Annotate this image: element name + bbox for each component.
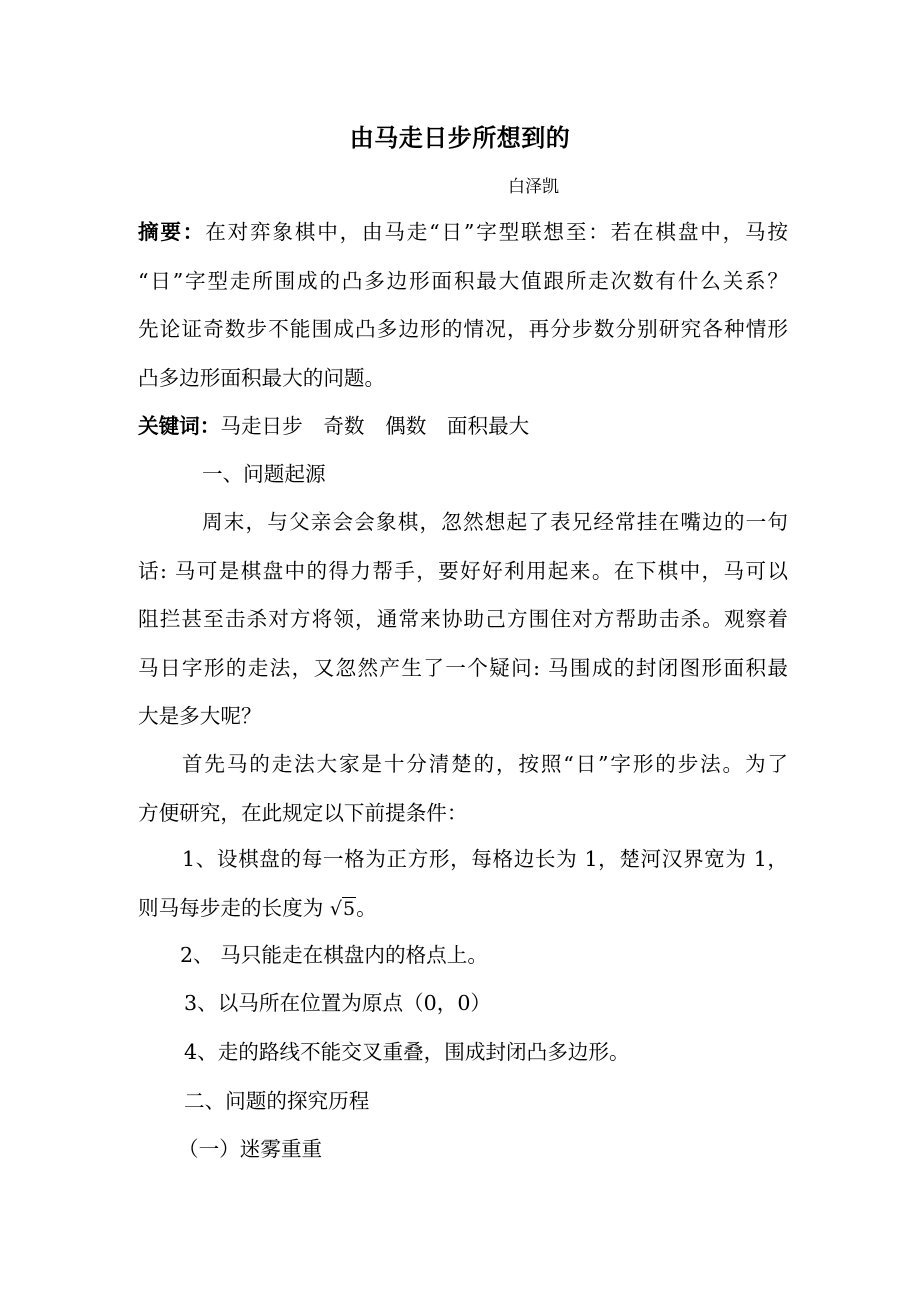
keywords-label: 关键词： — [138, 414, 221, 438]
para1-line-3: 阻拦甚至击杀对方将领，通常来协助己方围住对方帮助击杀。观察着 — [138, 607, 788, 632]
abstract-block — [138, 208, 788, 402]
keywords-text: 马走日步 奇数 偶数 面积最大 — [220, 414, 530, 438]
section2-heading: 二、问题的探究历程 — [184, 1089, 370, 1113]
sqrt-five: √5 — [329, 897, 356, 920]
section1-heading: 一、问题起源 — [202, 462, 326, 486]
paragraph-1 — [138, 498, 788, 741]
condition-4: 4、走的路线不能交叉重叠，围成封闭凸多边形。 — [184, 1040, 630, 1064]
condition-2: 2、 马只能走在棋盘内的格点上。 — [180, 943, 488, 967]
condition-3: 3、以马所在位置为原点（0，0） — [184, 991, 492, 1015]
cond1-line-2: 则马每步走的长度为 √5。 — [138, 884, 788, 933]
cond1-line-1: 1、设棋盘的每一格为正方形，每格边长为 1，楚河汉界宽为 1， — [182, 847, 788, 871]
keywords-line — [138, 413, 529, 439]
para1-line-2: 话: 马可是棋盘中的得力帮手，要好好利用起来。在下棋中，马可以 — [138, 558, 788, 583]
para1-line-1: 周末，与父亲会会象棋，忽然想起了表兄经常挂在嘴边的一句 — [202, 510, 788, 534]
document-title: 由马走日步所想到的 — [349, 123, 571, 152]
abstract-label: 摘要： — [138, 220, 206, 244]
abstract-line-4: 凸多边形面积最大的问题。 — [138, 365, 386, 390]
para1-line-4: 马日字形的走法，又忽然产生了一个疑问: 马围成的封闭图形面积最 — [138, 655, 788, 680]
author-name: 白泽凯 — [508, 177, 559, 197]
condition-1 — [138, 835, 788, 932]
para1-line-5: 大是多大呢？ — [138, 704, 262, 729]
para2-line-1: 首先马的走法大家是十分清楚的，按照“日”字形的步法。为了 — [182, 752, 788, 776]
abstract-line-3: 先论证奇数步不能围成凸多边形的情况，再分步数分别研究各种情形 — [138, 317, 788, 342]
abstract-line-1: 摘要：在对弈象棋中，由马走“日”字型联想至：若在棋盘中，马按 — [138, 220, 789, 244]
abstract-line-2: “日”字型走所围成的凸多边形面积最大值跟所走次数有什么关系？ — [138, 268, 788, 293]
section2-subheading: （一）迷雾重重 — [178, 1137, 323, 1161]
para2-line-2: 方便研究，在此规定以下前提条件： — [138, 800, 468, 825]
paragraph-2 — [138, 740, 788, 837]
